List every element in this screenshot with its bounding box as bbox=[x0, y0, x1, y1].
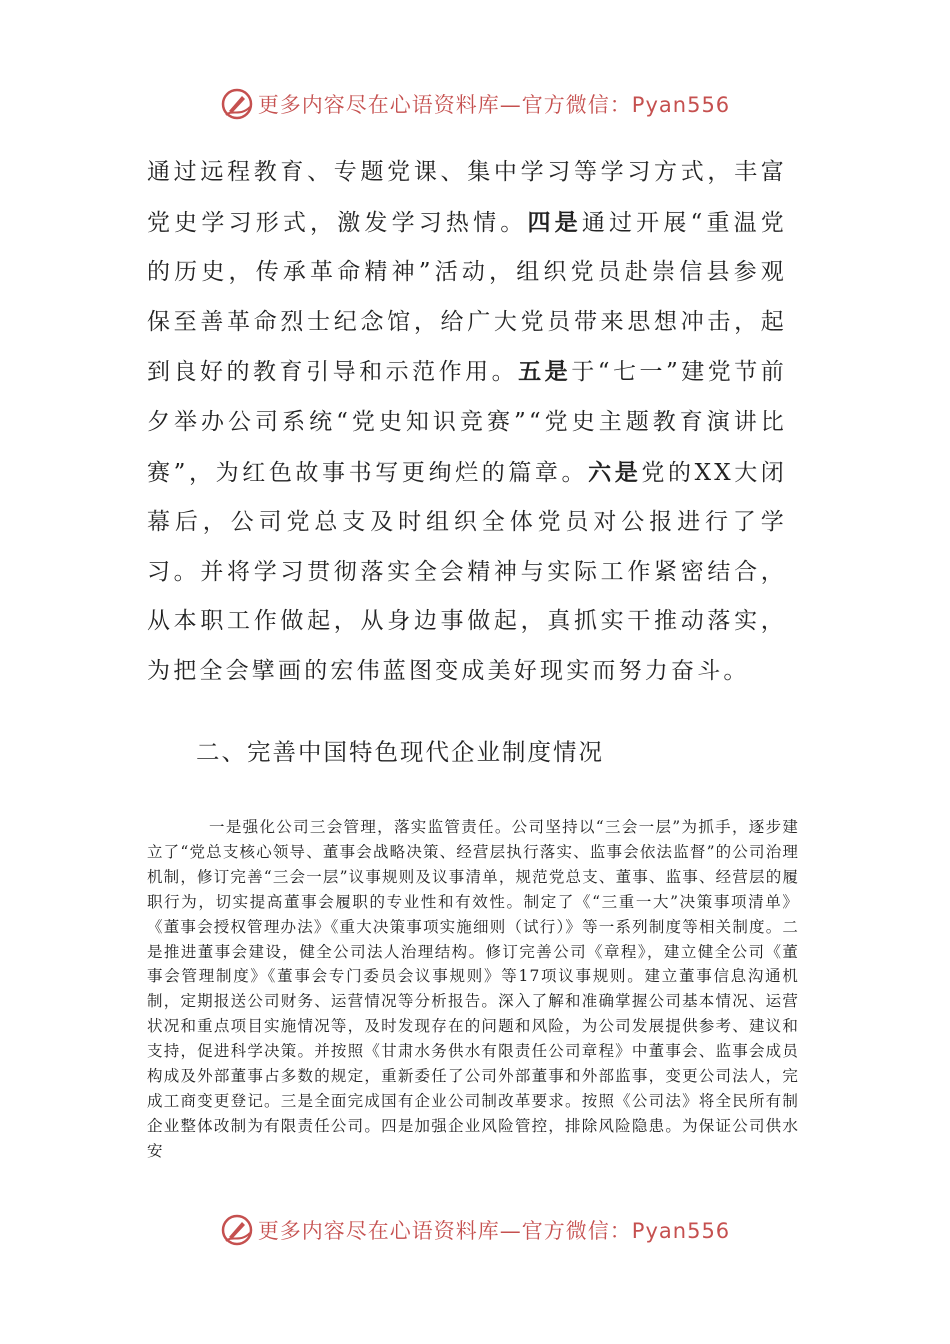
watermark-text: 更多内容尽在心语资料库—官方微信：Pyan556 bbox=[257, 93, 731, 117]
watermark-footer bbox=[0, 1210, 950, 1250]
logo-icon bbox=[220, 87, 254, 121]
paragraph-segment-bold: 五是 bbox=[518, 358, 572, 386]
paragraph-segment: 于“七一”建党节前夕举办公司系统“党史知识竞赛”“党史主题教育演讲比赛”，为红色故事书写更绚烂的篇章。 bbox=[147, 359, 787, 486]
paragraph-segment: 通过开展“重温党的历史，传承革命精神”活动，组织党员赴崇信县参观保至善革命烈士纪念馆，给广大党员带来思想冲击，起到良好的教育引导和示范作用。 bbox=[147, 209, 787, 386]
paragraph-segment-bold: 六是 bbox=[588, 458, 642, 486]
body-paragraph bbox=[147, 148, 787, 697]
watermark-text: 更多内容尽在心语资料库—官方微信：Pyan556 bbox=[257, 1219, 731, 1243]
logo-icon bbox=[220, 1213, 254, 1247]
paragraph-segment: 党的XX大闭幕后，公司党总支及时组织全体党员对公报进行了学习。并将学习贯彻落实全会精神与实际工作紧密结合，从本职工作做起，从身边事做起，真抓实干推动落实，为把全会擘画的宏伟蓝图变成美好现实而努力奋斗。 bbox=[147, 459, 788, 684]
paragraph-segment: 通过远程教育、专题党课、集中学习等学习方式，丰富党史学习形式，激发学习热情。 bbox=[147, 159, 787, 236]
section-heading: 二、完善中国特色现代企业制度情况 bbox=[196, 738, 604, 766]
paragraph-segment-bold: 四是 bbox=[527, 208, 582, 236]
watermark-header bbox=[0, 84, 950, 124]
section-paragraph: 一是强化公司三会管理，落实监管责任。公司坚持以“三会一层”为抓手，逐步建立了“党总支核心领导、董事会战略决策、经营层执行落实、监事会依法监督”的公司治理机制，修订完善“三会一层”议事规则及议事清单，规范党总支、董事、监事、经营层的履职行为，切实提高董事会履职的专业性和有效性。制定了《“三重一大”决策事项清单》《董事会授权管理办法》《重大决策事项实施细则（试行）》等一系列制度等相关制度。二是推进董事会建设，健全公司法人治理结构。修订完善公司《章程》，建立健全公司《董事会管理制度》《董事会专门委员会议事规则》等17项议事规则。建立董事信息沟通机制，定期报送公司财务、运营情况等分析报告。深入了解和准确掌握公司基本情况、运营状况和重点项目实施情况等，及时发现存在的问题和风险，为公司发展提供参考、建议和支持，促进科学决策。并按照《甘肃水务供水有限责任公司章程》中董事会、监事会成员构成及外部董事占多数的规定，重新委任了公司外部董事和外部监事，变更公司法人，完成工商变更登记。三是全面完成国有企业公司制改革要求。按照《公司法》将全民所有制企业整体改制为有限责任公司。四是加强企业风险管控，排除风险隐患。为保证公司供水安 bbox=[147, 818, 799, 1160]
